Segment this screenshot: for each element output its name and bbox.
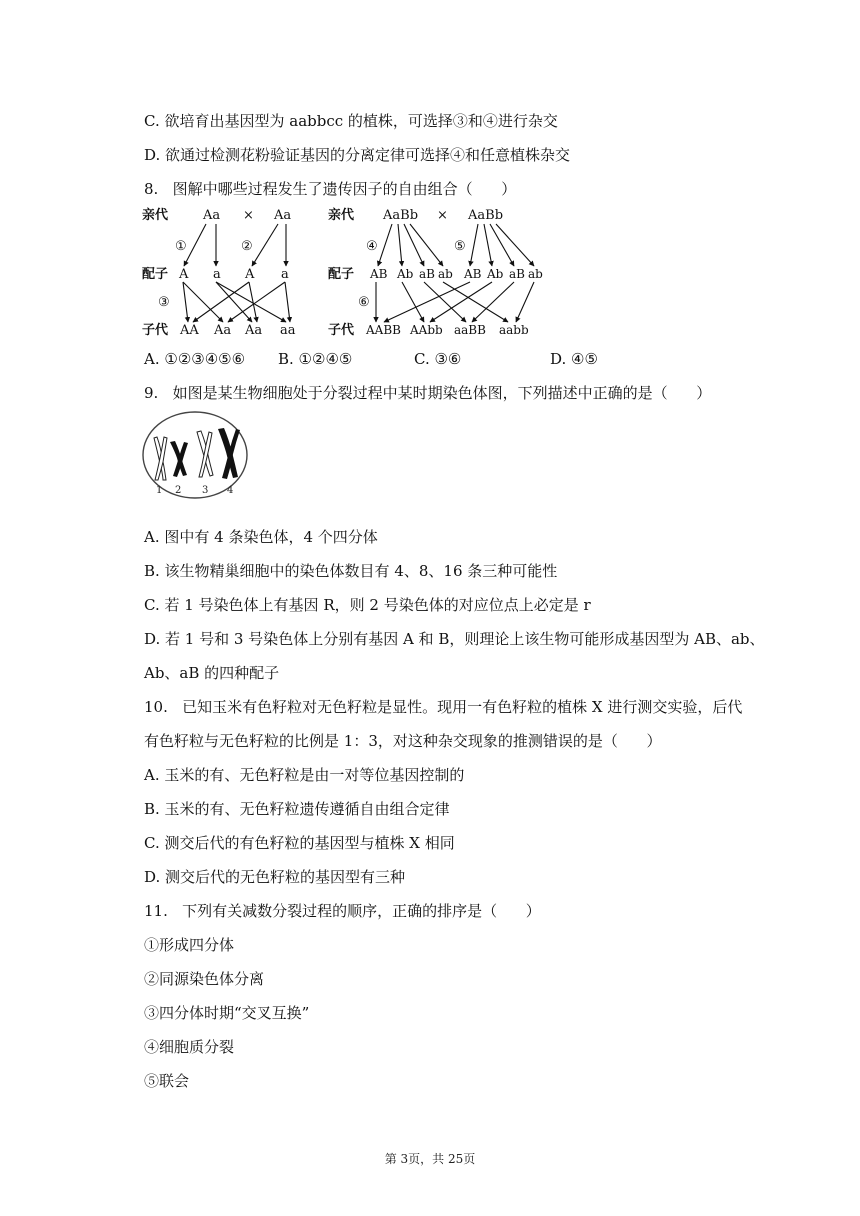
- q10-option-d: D. 测交后代的无色籽粒的基因型有三种: [144, 868, 406, 886]
- q10-option-a: A. 玉米的有、无色籽粒是由一对等位基因控制的: [144, 766, 465, 784]
- step-5: ⑤: [454, 239, 466, 254]
- step-6: ⑥: [358, 295, 370, 310]
- q8-diagram: [140, 202, 560, 342]
- q9-option-c: C. 若 1 号染色体上有基因 R，则 2 号染色体的对应位点上必定是 r: [144, 596, 591, 614]
- right-gamete: ab: [528, 267, 543, 281]
- right-offspring: aaBB: [454, 323, 486, 337]
- q10-stem-line2: 有色籽粒与无色籽粒的比例是 1：3，对这种杂交现象的推测错误的是（ ）: [144, 732, 662, 750]
- right-gamete: Ab: [487, 267, 504, 281]
- right-parent-1: AaBb: [383, 208, 419, 223]
- left-parent-2: Aa: [274, 208, 292, 223]
- q9-option-a: A. 图中有 4 条染色体，4 个四分体: [144, 528, 378, 546]
- left-offspring: AA: [180, 323, 199, 338]
- right-gamete: Ab: [397, 267, 414, 281]
- right-offspring: AAbb: [410, 323, 443, 337]
- q11-item-2: ②同源染色体分离: [144, 970, 265, 988]
- q8-option-b: B. ①②④⑤: [278, 350, 353, 368]
- left-gamete: a: [213, 267, 221, 282]
- row-label-offspring: 子代: [142, 323, 169, 338]
- q8-option-d: D. ④⑤: [550, 350, 598, 368]
- q9-option-d-line2: Ab、aB 的四种配子: [144, 664, 280, 682]
- q8-option-a: A. ①②③④⑤⑥: [144, 350, 246, 368]
- step-1: ①: [175, 239, 187, 254]
- row-label-parent: 亲代: [142, 208, 169, 223]
- q11-item-1: ①形成四分体: [144, 936, 235, 954]
- left-gamete: a: [281, 267, 289, 282]
- row-label-parent-right: 亲代: [328, 208, 355, 223]
- left-gamete: A: [245, 267, 255, 282]
- row-label-gamete-right: 配子: [328, 267, 355, 282]
- step-2: ②: [241, 239, 253, 254]
- right-gamete: AB: [464, 267, 482, 281]
- right-parent-2: AaBb: [468, 208, 504, 223]
- chromosome-label: 3: [202, 485, 209, 496]
- step-4: ④: [366, 239, 378, 254]
- right-gamete: ab: [438, 267, 453, 281]
- chromosome-label: 4: [227, 485, 234, 496]
- q7-option-d: D. 欲通过检测花粉验证基因的分离定律可选择④和任意植株杂交: [144, 146, 571, 164]
- step-3: ③: [158, 295, 170, 310]
- right-offspring: AABB: [366, 323, 401, 337]
- left-offspring: Aa: [245, 323, 263, 338]
- left-parent-1: Aa: [203, 208, 221, 223]
- q9-cell-figure: [141, 410, 249, 500]
- q8-option-c: C. ③⑥: [414, 350, 462, 368]
- right-cross-sign: ×: [437, 208, 448, 223]
- row-label-offspring-right: 子代: [328, 323, 355, 338]
- right-gamete: AB: [370, 267, 388, 281]
- left-offspring: Aa: [214, 323, 232, 338]
- row-label-gamete: 配子: [142, 267, 169, 282]
- left-offspring: aa: [280, 323, 296, 338]
- q9-option-d-line1: D. 若 1 号和 3 号染色体上分别有基因 A 和 B，则理论上该生物可能形成基因型为 AB、ab、: [144, 630, 765, 648]
- q11-stem: 11. 下列有关减数分裂过程的顺序，正确的排序是（ ）: [144, 902, 541, 920]
- q11-item-5: ⑤联会: [144, 1072, 190, 1090]
- right-gamete: aB: [509, 267, 525, 281]
- chromosome-label: 2: [175, 485, 182, 496]
- page-footer: 第 3页，共 25页: [384, 1152, 476, 1166]
- left-cross-sign: ×: [243, 208, 254, 223]
- right-offspring: aabb: [499, 323, 529, 337]
- q7-option-c: C. 欲培育出基因型为 aabbcc 的植株，可选择③和④进行杂交: [144, 112, 558, 130]
- q10-stem-line1: 10. 已知玉米有色籽粒对无色籽粒是显性。现用一有色籽粒的植株 X 进行测交实验，后代: [144, 698, 743, 716]
- q8-stem: 8. 图解中哪些过程发生了遗传因子的自由组合（ ）: [144, 180, 517, 198]
- q10-option-b: B. 玉米的有、无色籽粒遗传遵循自由组合定律: [144, 800, 450, 818]
- q10-option-c: C. 测交后代的有色籽粒的基因型与植株 X 相同: [144, 834, 455, 852]
- q9-stem: 9. 如图是某生物细胞处于分裂过程中某时期染色体图，下列描述中正确的是（ ）: [144, 384, 712, 402]
- q9-option-b: B. 该生物精巢细胞中的染色体数目有 4、8、16 条三种可能性: [144, 562, 558, 580]
- left-gamete: A: [179, 267, 189, 282]
- q11-item-4: ④细胞质分裂: [144, 1038, 235, 1056]
- q11-item-3: ③四分体时期“交叉互换”: [144, 1004, 310, 1022]
- right-gamete: aB: [419, 267, 435, 281]
- chromosome-label: 1: [156, 485, 163, 496]
